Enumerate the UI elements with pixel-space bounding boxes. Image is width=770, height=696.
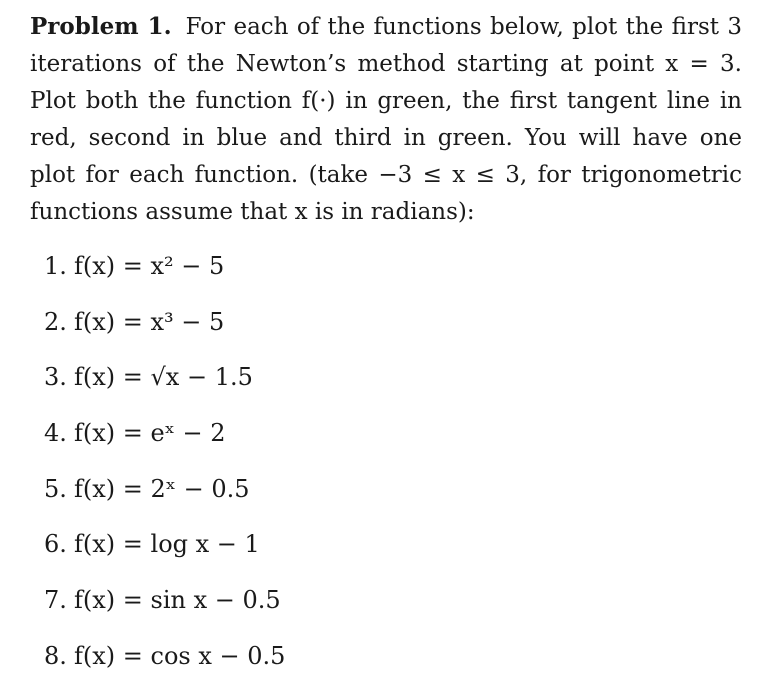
item-number: 2.	[44, 307, 67, 336]
function-expression: f(x) = 2ˣ − 0.5	[74, 474, 250, 503]
item-number: 3.	[44, 363, 67, 392]
problem-text: For each of the functions below, plot the first 3 iterations of the Newton’s method starting at point x = 3. Plot both the function f(·) in green, the first tangent line in red, second in blue and third in green. You will have one plot for each function. (take −3 ≤ x ≤ 3, for trigonometric functions assume that x is in radians):	[30, 14, 742, 225]
item-number: 7.	[44, 586, 67, 615]
item-number: 6.	[44, 530, 67, 559]
problem-title: Problem 1.	[30, 13, 172, 40]
function-expression: f(x) = √x − 1.5	[74, 363, 253, 392]
list-item	[44, 413, 285, 469]
list-item	[44, 357, 285, 413]
function-expression: f(x) = log x − 1	[74, 530, 260, 559]
item-number: 4.	[44, 419, 67, 448]
function-expression: f(x) = x² − 5	[74, 252, 225, 280]
item-number: 8.	[44, 641, 67, 670]
function-expression: f(x) = cos x − 0.5	[74, 641, 286, 670]
list-item	[44, 636, 285, 692]
list-item	[44, 524, 285, 580]
list-item	[44, 302, 285, 358]
list-item	[44, 469, 285, 525]
list-item	[44, 246, 285, 302]
function-expression: f(x) = x³ − 5	[74, 307, 225, 336]
function-expression: f(x) = eˣ − 2	[74, 419, 226, 448]
function-expression: f(x) = sin x − 0.5	[74, 586, 281, 615]
problem-statement	[30, 8, 742, 231]
list-item	[44, 580, 285, 636]
function-list	[44, 246, 285, 692]
item-number: 5.	[44, 474, 67, 503]
item-number: 1.	[44, 252, 67, 280]
